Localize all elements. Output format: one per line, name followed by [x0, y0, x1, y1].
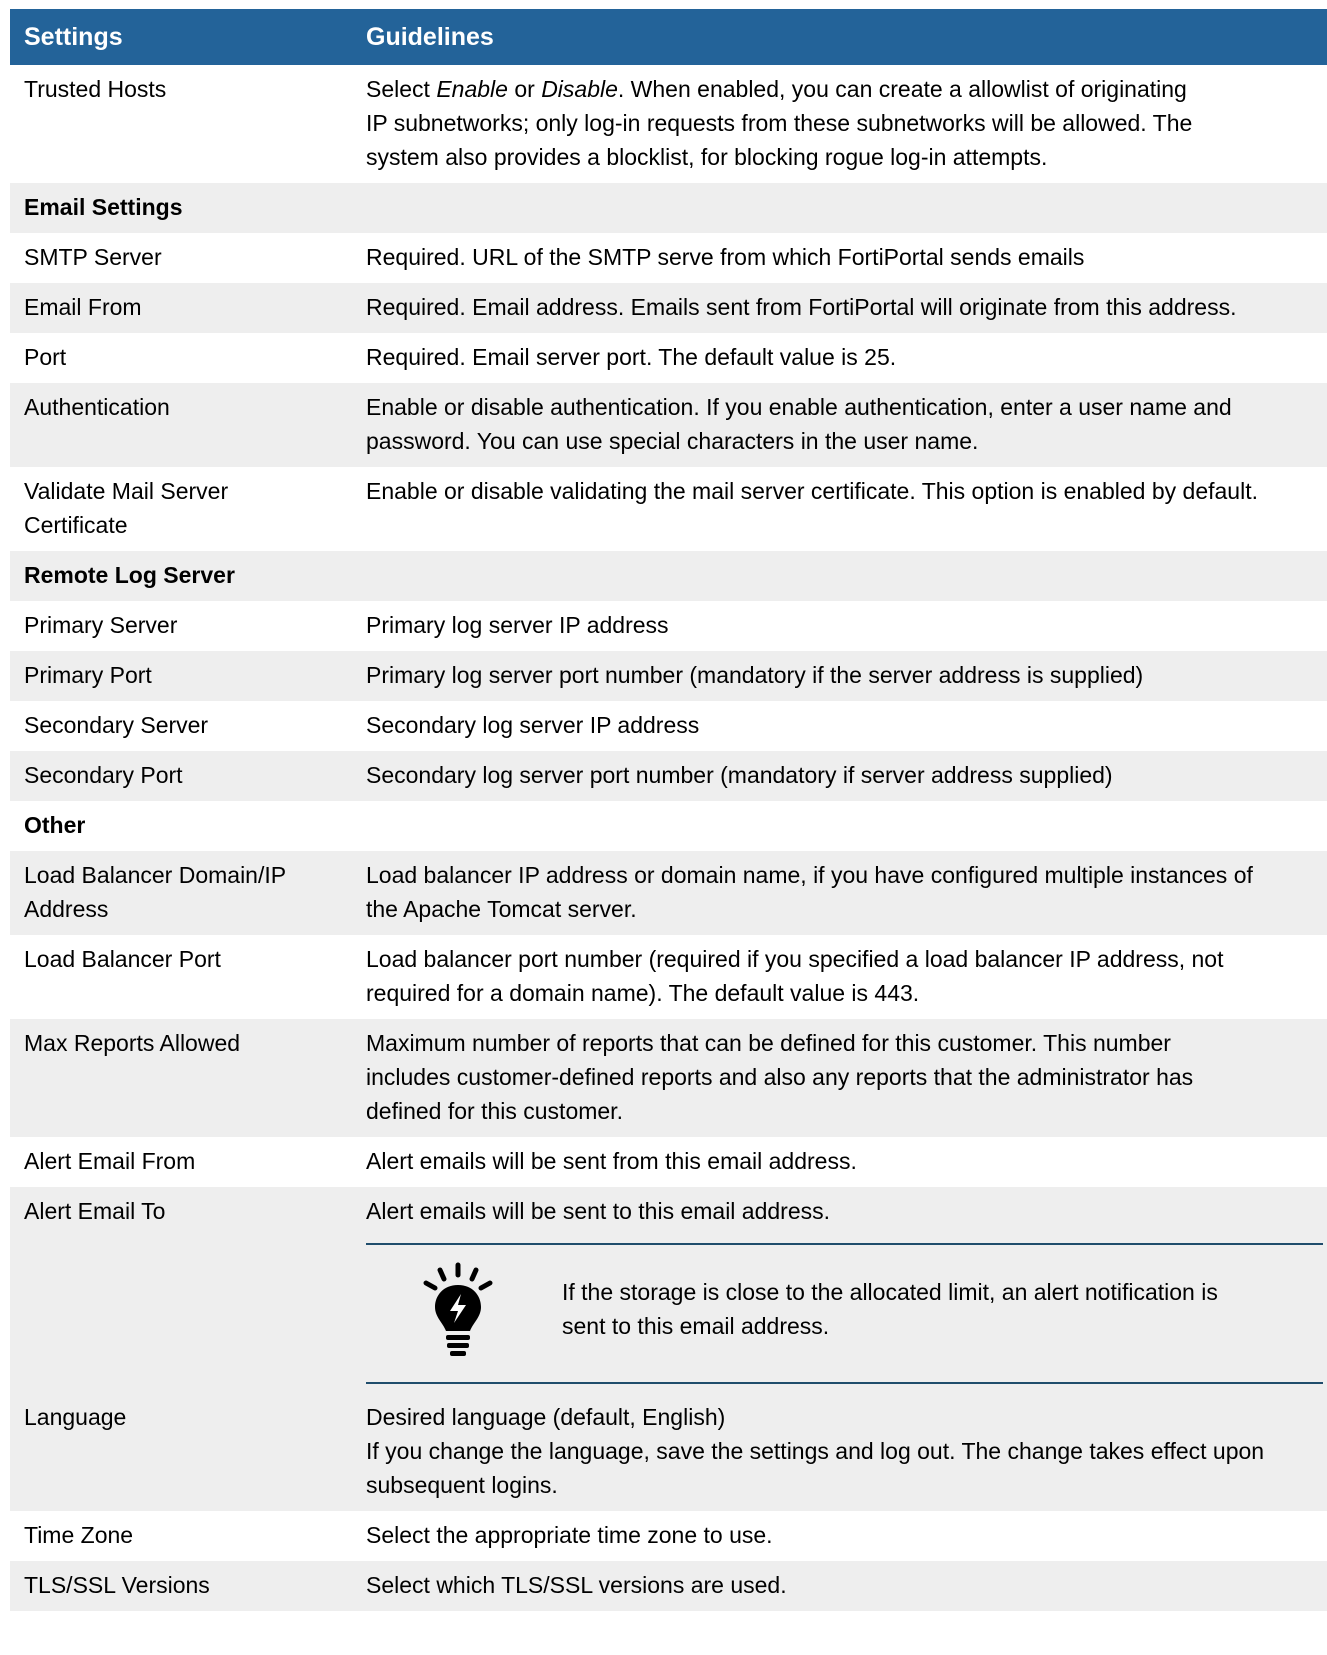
guideline-line: defined for this customer.: [366, 1098, 623, 1124]
guideline-line: password. You can use special characters in the user name.: [366, 428, 979, 454]
setting-label: TLS/SSL Versions: [10, 1561, 341, 1611]
guideline-text: Required. URL of the SMTP serve from which FortiPortal sends emails: [341, 233, 1327, 283]
guideline-text: Select the appropriate time zone to use.: [341, 1511, 1327, 1561]
guideline-line: [366, 72, 1323, 106]
row-email-from: [10, 283, 1327, 333]
guideline-text: Primary log server IP address: [341, 601, 1327, 651]
guideline-line: includes customer-defined reports and also any reports that the administrator has: [366, 1064, 1194, 1090]
header-guidelines: Guidelines: [341, 9, 1327, 65]
row-lb-port: [10, 935, 1327, 1019]
note-line: sent to this email address.: [562, 1313, 830, 1339]
guideline-line: Desired language (default, English): [366, 1404, 726, 1430]
note-box: [366, 1243, 1323, 1384]
guideline-fragment: . When enabled, you can create a allowlist of originating: [617, 76, 1187, 102]
row-secondary-port: [10, 751, 1327, 801]
section-remote-log-server: [10, 551, 1327, 601]
row-secondary-server: [10, 701, 1327, 751]
setting-label: Language: [10, 1393, 341, 1511]
guideline-text: [341, 65, 1327, 183]
setting-label-line: Certificate: [24, 512, 128, 538]
guideline-line: Load balancer IP address or domain name, if you have configured multiple instances of: [366, 862, 1253, 888]
guideline-text: Required. Email server port. The default value is 25.: [341, 333, 1327, 383]
note-line: If the storage is close to the allocated limit, an alert notification is: [562, 1279, 1218, 1305]
row-max-reports: [10, 1019, 1327, 1137]
row-time-zone: [10, 1511, 1327, 1561]
header-settings: Settings: [10, 9, 341, 65]
setting-label: [10, 467, 341, 551]
setting-label: Time Zone: [10, 1511, 341, 1561]
guideline-text: [341, 851, 1327, 935]
row-alert-to: [10, 1187, 1327, 1393]
setting-label: Primary Server: [10, 601, 341, 651]
setting-label: Authentication: [10, 383, 341, 467]
settings-table: [10, 9, 1327, 1611]
setting-label: Primary Port: [10, 651, 341, 701]
guideline-text: [341, 935, 1327, 1019]
guideline-line: Maximum number of reports that can be defined for this customer. This number: [366, 1030, 1171, 1056]
enable-term: Enable: [436, 76, 508, 102]
row-language: [10, 1393, 1327, 1511]
guideline-text: Required. Email address. Emails sent from FortiPortal will originate from this address.: [341, 283, 1327, 333]
row-trusted-hosts: [10, 65, 1327, 183]
guideline-line: IP subnetworks; only log-in requests from these subnetworks will be allowed. The: [366, 110, 1193, 136]
guideline-fragment: or: [507, 76, 542, 102]
row-primary-port: [10, 651, 1327, 701]
lightbulb-icon: [418, 1261, 498, 1361]
row-alert-from: [10, 1137, 1327, 1187]
guideline-line: If you change the language, save the settings and log out. The change takes effect upon: [366, 1438, 1265, 1464]
section-title: Other: [10, 801, 1327, 851]
row-lb-domain: [10, 851, 1327, 935]
setting-label: Port: [10, 333, 341, 383]
row-smtp-server: [10, 233, 1327, 283]
setting-label: SMTP Server: [10, 233, 341, 283]
guideline-line: system also provides a blocklist, for blocking rogue log-in attempts.: [366, 144, 1048, 170]
section-email-settings: [10, 183, 1327, 233]
section-title: Email Settings: [10, 183, 1327, 233]
guideline-line: subsequent logins.: [366, 1472, 558, 1498]
disable-term: Disable: [541, 76, 618, 102]
table-header-row: [10, 9, 1327, 65]
setting-label: Alert Email To: [10, 1187, 341, 1393]
guideline-text: [341, 1019, 1327, 1137]
setting-label: Max Reports Allowed: [10, 1019, 341, 1137]
guideline-text: Select which TLS/SSL versions are used.: [341, 1561, 1327, 1611]
section-other: [10, 801, 1327, 851]
guideline-line: required for a domain name). The default value is 443.: [366, 980, 920, 1006]
section-title: Remote Log Server: [10, 551, 1327, 601]
guideline-text: Primary log server port number (mandatory if the server address is supplied): [341, 651, 1327, 701]
setting-label: Secondary Port: [10, 751, 341, 801]
setting-label-line: Address: [24, 896, 109, 922]
setting-label: [10, 851, 341, 935]
guideline-text: [341, 1393, 1327, 1511]
guideline-line: Load balancer port number (required if you specified a load balancer IP address, not: [366, 946, 1224, 972]
guideline-text: Enable or disable validating the mail server certificate. This option is enabled by default.: [341, 467, 1327, 551]
setting-label: Secondary Server: [10, 701, 341, 751]
guideline-text: [341, 383, 1327, 467]
row-port: [10, 333, 1327, 383]
guideline-text: Secondary log server IP address: [341, 701, 1327, 751]
setting-label: Email From: [10, 283, 341, 333]
setting-label: Alert Email From: [10, 1137, 341, 1187]
row-authentication: [10, 383, 1327, 467]
setting-label: Trusted Hosts: [10, 65, 341, 183]
row-validate-cert: [10, 467, 1327, 551]
row-primary-server: [10, 601, 1327, 651]
guideline-text: Secondary log server port number (mandatory if server address supplied): [341, 751, 1327, 801]
note-text: [562, 1275, 1283, 1343]
guideline-fragment: Select: [366, 76, 437, 102]
guideline-line: Enable or disable authentication. If you enable authentication, enter a user name and: [366, 394, 1232, 420]
setting-label: Load Balancer Port: [10, 935, 341, 1019]
guideline-text: [341, 1187, 1327, 1393]
guideline-text: Alert emails will be sent from this email address.: [341, 1137, 1327, 1187]
guideline-line: Alert emails will be sent to this email address.: [366, 1198, 831, 1224]
row-tls-ssl: [10, 1561, 1327, 1611]
setting-label-line: Validate Mail Server: [24, 478, 229, 504]
guideline-line: the Apache Tomcat server.: [366, 896, 637, 922]
setting-label-line: Load Balancer Domain/IP: [24, 862, 287, 888]
